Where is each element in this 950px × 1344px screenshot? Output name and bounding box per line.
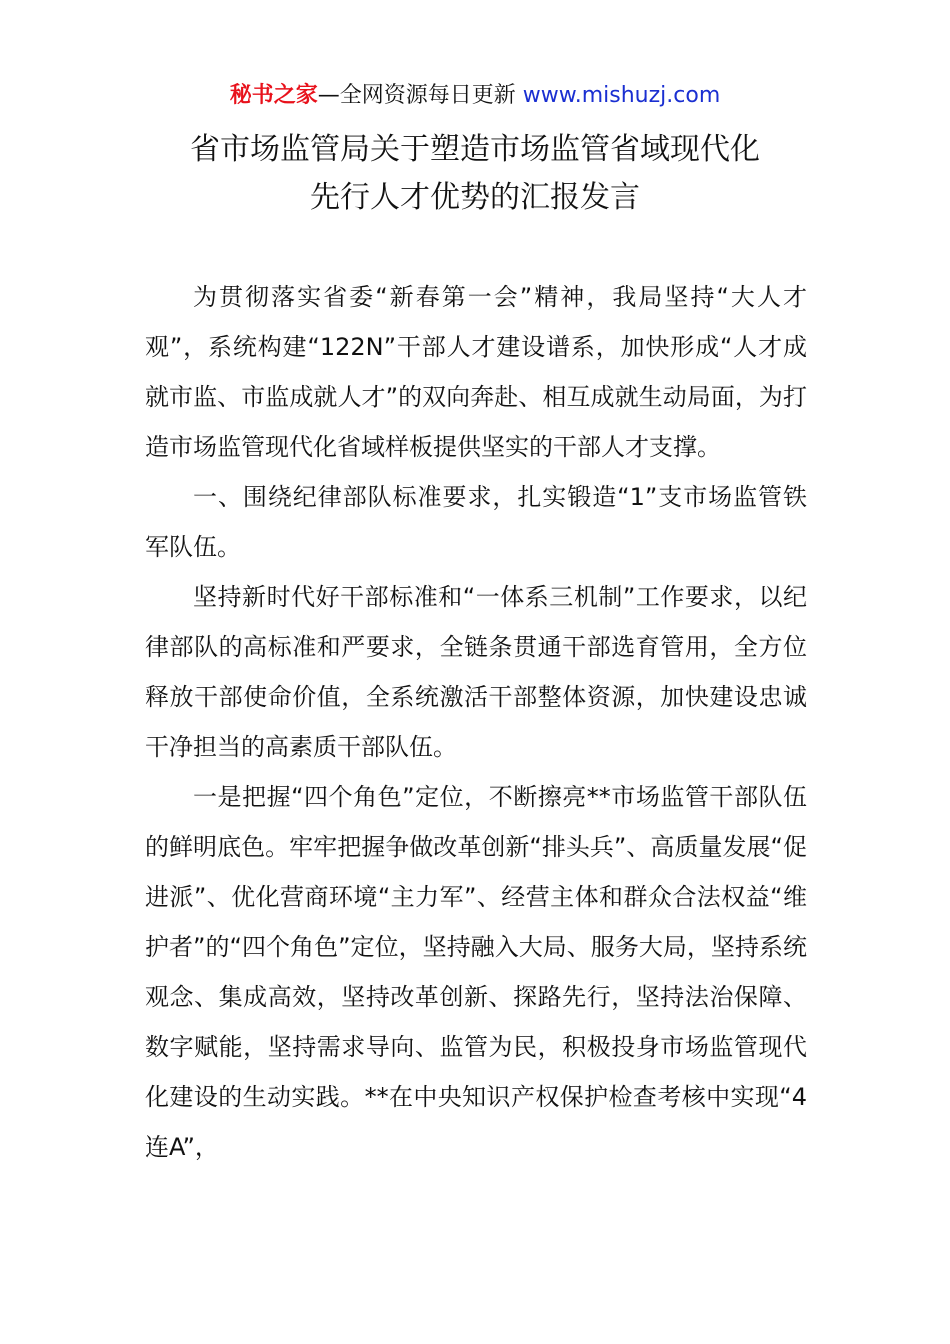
- document-body: [145, 272, 807, 1172]
- paragraph-point-1: 一是把握“四个角色”定位，不断擦亮**市场监管干部队伍的鲜明底色。牢牢把握争做改革创新“排头兵”、高质量发展“促进派”、优化营商环境“主力军”、经营主体和群众合法权益“维护者”的“四个角色”定位，坚持融入大局、服务大局，坚持系统观念、集成高效，坚持改革创新、探路先行，坚持法治保障、数字赋能，坚持需求导向、监管为民，积极投身市场监管现代化建设的生动实践。**在中央知识产权保护检查考核中实现“4连A”，: [145, 783, 807, 1161]
- site-banner: [0, 80, 950, 112]
- brand-name: 秘书之家: [229, 83, 318, 108]
- title-line-2: 先行人才优势的汇报发言: [310, 180, 640, 215]
- site-url-link[interactable]: www.mishuzj.com: [522, 83, 721, 108]
- document-title: [0, 126, 950, 222]
- paragraph-intro: 为贯彻落实省委“新春第一会”精神，我局坚持“大人才观”，系统构建“122N”干部人才建设谱系，加快形成“人才成就市监、市监成就人才”的双向奔赴、相互成就生动局面，为打造市场监管现代化省域样板提供坚实的干部人才支撑。: [145, 283, 807, 461]
- banner-tagline: —全网资源每日更新: [317, 83, 523, 108]
- section-heading-1: 一、围绕纪律部队标准要求，扎实锻造“1”支市场监管铁军队伍。: [145, 483, 807, 561]
- paragraph-section-1: 坚持新时代好干部标准和“一体系三机制”工作要求，以纪律部队的高标准和严要求，全链条贯通干部选育管用，全方位释放干部使命价值，全系统激活干部整体资源，加快建设忠诚干净担当的高素质干部队伍。: [145, 583, 807, 761]
- title-line-1: 省市场监管局关于塑造市场监管省域现代化: [190, 132, 760, 167]
